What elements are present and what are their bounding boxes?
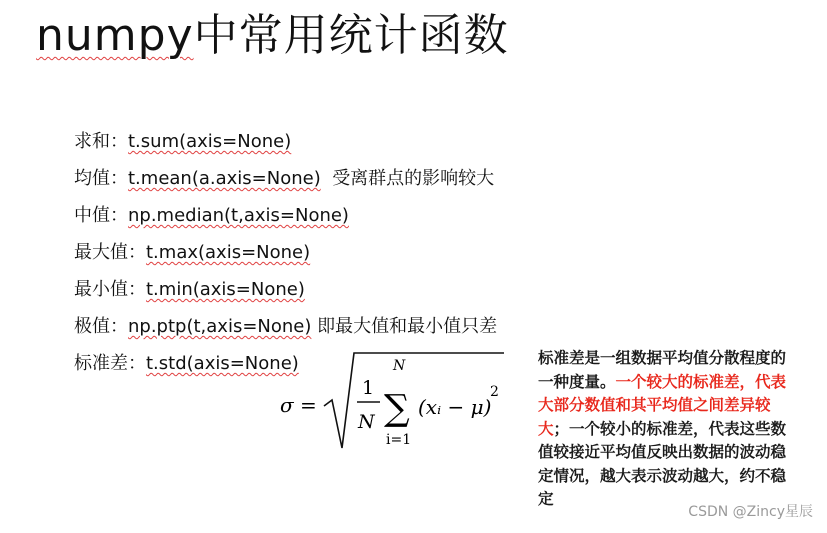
list-item-mean: [74, 165, 494, 193]
sum-lower: i=1: [386, 432, 412, 448]
item-code: t.min(axis=None): [146, 279, 305, 300]
item-note: 受离群点的影响较大: [332, 168, 495, 189]
std-formula: [280, 348, 510, 458]
list-item-ptp: [74, 313, 497, 341]
list-item-std: [74, 350, 299, 378]
item-label: 标准差：: [74, 353, 146, 374]
title-chinese: 中常用统计函数: [193, 10, 509, 61]
explanation-part3: ；一个较小的标准差，代表这些数值较接近平均值反映出数据的波动稳定情况，越大表示波动越大，约不稳定: [538, 419, 787, 508]
sum-upper: N: [393, 358, 406, 374]
list-item-max: [74, 239, 310, 267]
formula-exponent: 2: [490, 384, 499, 400]
item-label: 极值：: [74, 316, 128, 337]
explanation-highlight: 一个较大的标准差，代表大部分数值和其平均值之间差异较大: [538, 372, 787, 438]
list-item-min: [74, 276, 305, 304]
item-note: 即最大值和最小值只差: [317, 316, 498, 337]
item-code: t.mean(a.axis=None): [128, 168, 321, 189]
item-code: t.sum(axis=None): [128, 131, 292, 152]
explanation-part1: 标准差是一组数据平均值分散程度的一种度量。: [538, 349, 787, 391]
item-label: 最小值：: [74, 279, 146, 300]
formula-term: (xᵢ − μ): [418, 395, 492, 419]
formula-numerator: 1: [362, 377, 375, 399]
sum-sign: ∑: [384, 388, 410, 429]
item-label: 求和：: [74, 131, 128, 152]
formula-svg: [280, 348, 510, 458]
item-label: 中值：: [74, 205, 128, 226]
formula-denominator: N: [358, 411, 375, 433]
list-item-median: [74, 202, 349, 230]
item-code: t.max(axis=None): [146, 242, 311, 263]
watermark: CSDN @Zincy星辰: [688, 504, 813, 520]
formula-lhs: σ =: [280, 393, 317, 417]
item-label: 均值：: [74, 168, 128, 189]
item-code: np.ptp(t,axis=None): [128, 316, 312, 337]
list-item-sum: [74, 128, 291, 156]
item-code: np.median(t,axis=None): [128, 205, 349, 226]
item-code: t.std(axis=None): [146, 353, 299, 374]
std-explanation: [538, 347, 790, 512]
item-label: 最大值：: [74, 242, 146, 263]
page-title: [36, 6, 509, 66]
title-numpy: numpy: [36, 10, 194, 61]
